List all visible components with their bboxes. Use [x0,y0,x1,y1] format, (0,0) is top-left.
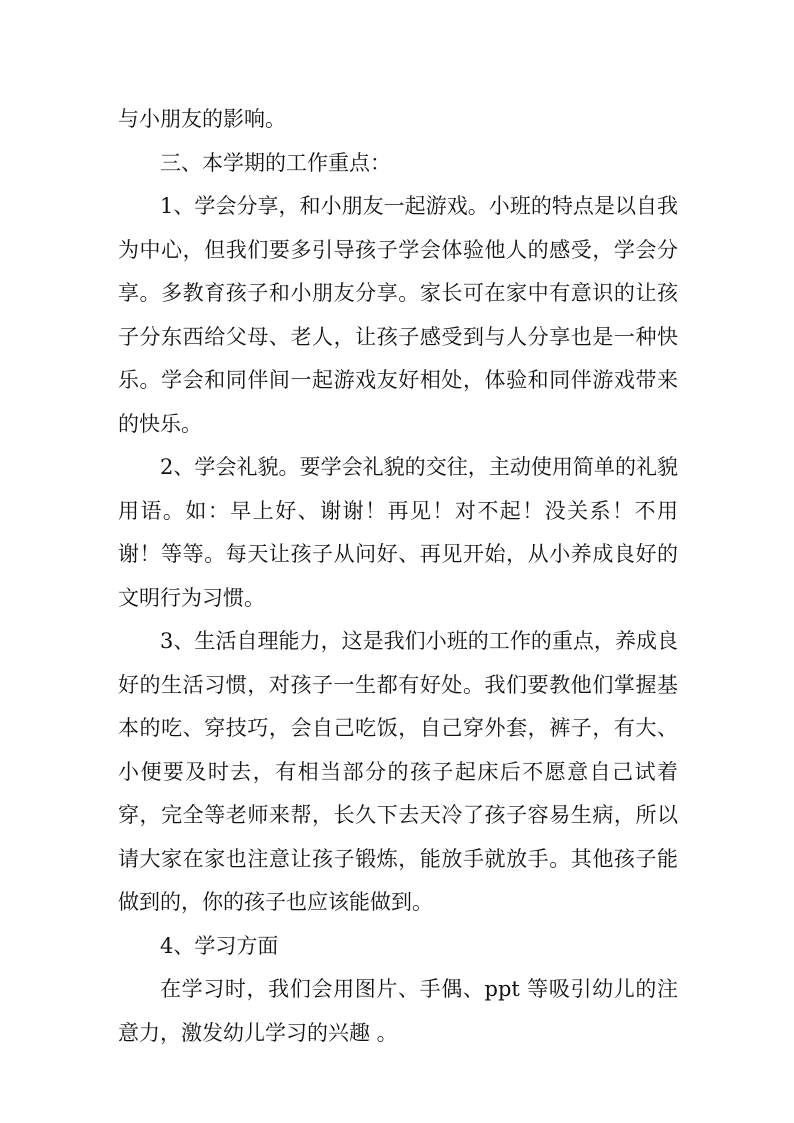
paragraph-item-3-self-care: 3、生活自理能力，这是我们小班的工作的重点，养成良好的生活习惯，对孩子一生都有好处。我们要教他们掌握基本的吃、穿技巧，会自己吃饭，自己穿外套，裤子，有大、小便要及时去，有相当部分的孩子起床后不愿意自己试着穿，完全等老师来帮，长久下去天冷了孩子容易生病，所以请大家在家也注意让孩子锻炼，能放手就放手。其他孩子能做到的，你的孩子也应该能做到。 [118,629,678,914]
paragraph-item-4-heading: 4、学习方面 [160,933,279,958]
paragraph-continuation: 与小朋友的影响。 [118,107,286,131]
paragraph-item-2-manners: 2、学会礼貌。要学会礼貌的交往，主动使用简单的礼貌用语。如：早上好、谢谢！再见！对不起！没关系！不用谢！等等。每天让孩子从问好、再见开始，从小养成良好的文明行为习惯。 [118,455,678,610]
paragraph-item-1-sharing: 1、学会分享，和小朋友一起游戏。小班的特点是以自我为中心，但我们要多引导孩子学会体验他人的感受，学会分享。多教育孩子和小朋友分享。家长可在家中有意识的让孩子分东西给父母、老人，让孩子感受到与人分享也是一种快乐。学会和同伴间一起游戏友好相处，体验和同伴游戏带来的快乐。 [118,194,678,436]
document-body [118,98,678,1055]
section-heading-work-focus: 三、本学期的工作重点： [160,150,391,175]
paragraph-learning-methods: 在学习时，我们会用图片、手偶、ppt 等吸引幼儿的注意力，激发幼儿学习的兴趣 。 [118,977,678,1045]
